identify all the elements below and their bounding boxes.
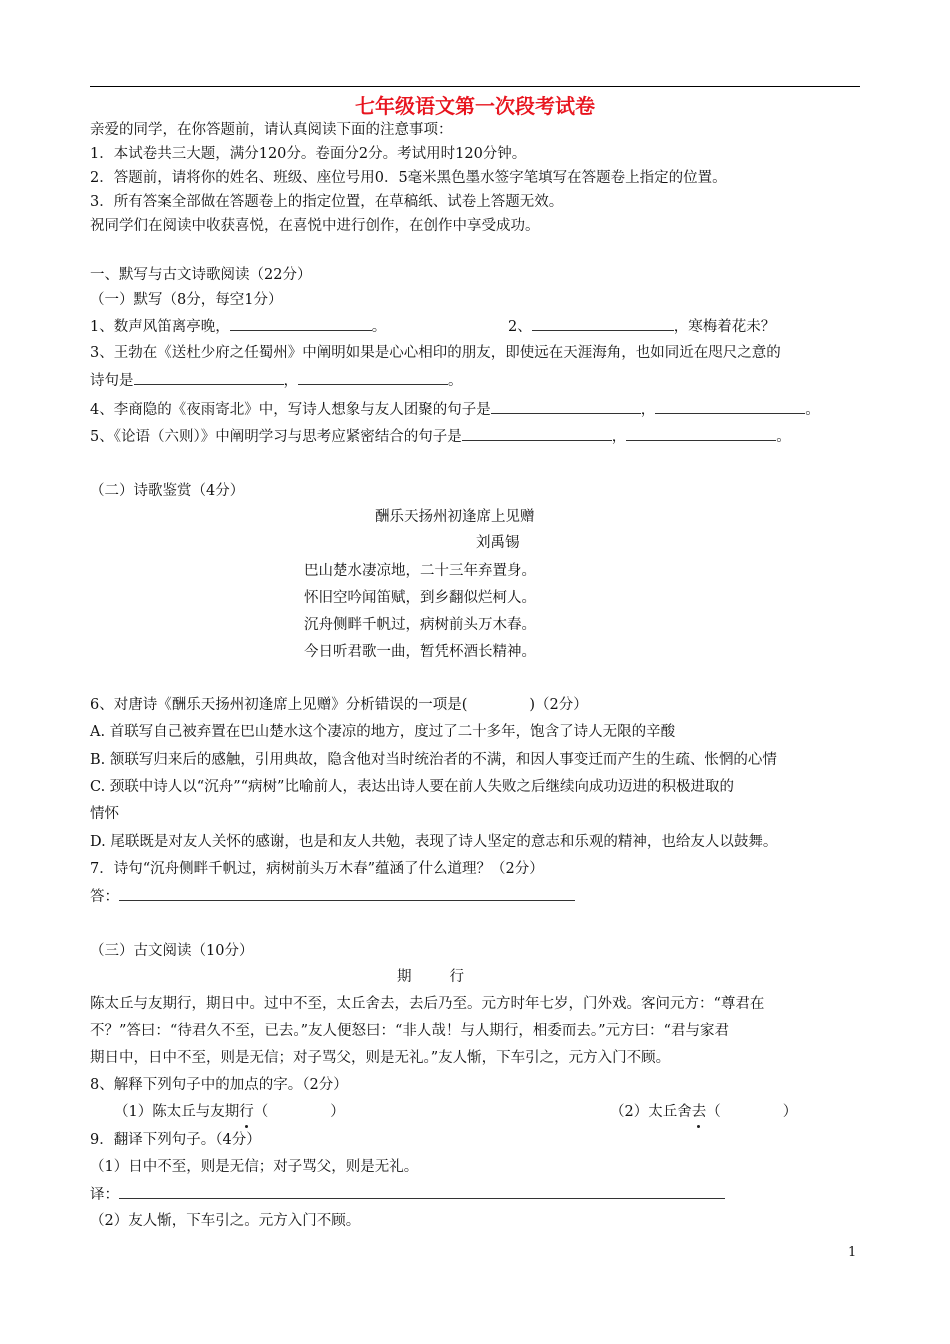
question-5: 5、《论语（六则）》中阐明学习与思考应紧密结合的句子是 ， 。 <box>90 426 791 447</box>
answer-line-7: 答： <box>90 886 575 907</box>
option-c: C. 颈联中诗人以“沉舟”“病树”比喻前人，表达出诗人要在前人失败之后继续向成功迈进的积极进取的 <box>90 779 734 795</box>
classical-text-line: 期日中，日中不至，则是无信；对子骂父，则是无礼。”友人惭，下车引之，元方入门不顾。 <box>90 1050 671 1066</box>
classical-text-line: 陈太丘与友期行，期日中。过中不至，太丘舍去，去后乃至。元方时年七岁，门外戏。客问元方：“尊君在 <box>90 996 765 1012</box>
poem-line: 巴山楚水凄凉地，二十三年弃置身。 <box>304 563 536 579</box>
answer-blank[interactable] <box>230 316 372 331</box>
intro-line: 祝同学们在阅读中收获喜悦，在喜悦中进行创作，在创作中享受成功。 <box>90 218 540 234</box>
intro-line: 3．所有答案全部做在答题卷上的指定位置，在草稿纸、试卷上答题无效。 <box>90 194 564 210</box>
classical-text-line: 不？”答曰：“待君久不至，已去。”友人便怒曰：“非人哉！与人期行，相委而去。”元方曰：“君与家君 <box>90 1023 729 1039</box>
option-c-cont: 情怀 <box>90 806 119 822</box>
answer-blank[interactable] <box>626 426 776 441</box>
answer-blank[interactable] <box>462 426 612 441</box>
intro-line: 1．本试卷共三大题，满分120分。卷面分2分。考试用时120分钟。 <box>90 146 527 162</box>
question-9-2: （2）友人惭，下车引之。元方入门不顾。 <box>90 1213 361 1229</box>
header-rule <box>90 86 860 87</box>
question-9-1: （1）日中不至，则是无信；对子骂父，则是无礼。 <box>90 1159 419 1175</box>
poem-title: 酬乐天扬州初逢席上见赠 <box>375 509 535 525</box>
question-4: 4、李商隐的《夜雨寄北》中，写诗人想象与友人团聚的句子是 ， 。 <box>90 399 820 420</box>
answer-blank[interactable] <box>134 370 284 385</box>
option-b: B. 颔联写归来后的感触，引用典故，隐含他对当时统治者的不满，和因人事变迁而产生的生疏、怅惘的心情 <box>90 752 777 768</box>
question-2: 2、 ，寒梅着花未？ <box>508 316 775 337</box>
answer-blank[interactable] <box>532 316 674 331</box>
question-1: 1、数声风笛离亭晚， 。 <box>90 316 386 337</box>
exam-title: 七年级语文第一次段考试卷 <box>355 94 595 118</box>
answer-blank[interactable] <box>655 399 805 414</box>
poem-line: 今日听君歌一曲，暂凭杯酒长精神。 <box>304 644 536 660</box>
answer-line-9-1: 译： <box>90 1184 725 1205</box>
question-8-2: （2）太丘舍去（ ） <box>610 1104 798 1120</box>
question-8: 8、解释下列句子中的加点的字。（2分） <box>90 1077 348 1093</box>
answer-blank[interactable] <box>298 370 448 385</box>
option-d: D. 尾联既是对友人关怀的感谢，也是和友人共勉，表现了诗人坚定的意志和乐观的精神，也给友人以鼓舞。 <box>90 834 778 850</box>
text-title: 期 行 <box>397 969 464 985</box>
poem-author: 刘禹锡 <box>476 535 520 551</box>
answer-blank[interactable] <box>119 1184 725 1199</box>
answer-blank[interactable] <box>491 399 641 414</box>
poem-line: 沉舟侧畔千帆过，病树前头万木春。 <box>304 617 536 633</box>
dotted-char: 行 <box>239 1104 254 1120</box>
question-6: 6、对唐诗《酬乐天扬州初逢席上见赠》分析错误的一项是( )（2分） <box>90 697 588 713</box>
intro-line: 亲爱的同学，在你答题前，请认真阅读下面的注意事项： <box>90 122 453 138</box>
question-3-blanks: 诗句是 ， 。 <box>90 370 463 391</box>
question-8-1: （1）陈太丘与友期行（ ） <box>114 1104 345 1120</box>
question-9: 9．翻译下列句子。（4分） <box>90 1132 261 1148</box>
part-heading: （一）默写（8分，每空1分） <box>90 292 283 308</box>
question-7: 7．诗句“沉舟侧畔千帆过，病树前头万木春”蕴涵了什么道理？（2分） <box>90 861 544 877</box>
question-3: 3、王勃在《送杜少府之任蜀州》中阐明如果是心心相印的朋友，即使远在天涯海角，也如同近在咫尺之意的 <box>90 345 781 361</box>
answer-blank[interactable] <box>119 886 575 901</box>
part-heading: （三）古文阅读（10分） <box>90 943 254 959</box>
page-number: 1 <box>848 1245 857 1260</box>
section-heading: 一、默写与古文诗歌阅读（22分） <box>90 267 312 283</box>
poem-line: 怀旧空吟闻笛赋，到乡翻似烂柯人。 <box>304 590 536 606</box>
part-heading: （二）诗歌鉴赏（4分） <box>90 483 245 499</box>
option-a: A. 首联写自己被弃置在巴山楚水这个凄凉的地方，度过了二十多年，饱含了诗人无限的辛酸 <box>90 724 676 740</box>
intro-line: 2．答题前，请将你的姓名、班级、座位号用0．5毫米黑色墨水签字笔填写在答题卷上指定的位置。 <box>90 170 727 186</box>
dotted-char: 去 <box>691 1104 707 1120</box>
